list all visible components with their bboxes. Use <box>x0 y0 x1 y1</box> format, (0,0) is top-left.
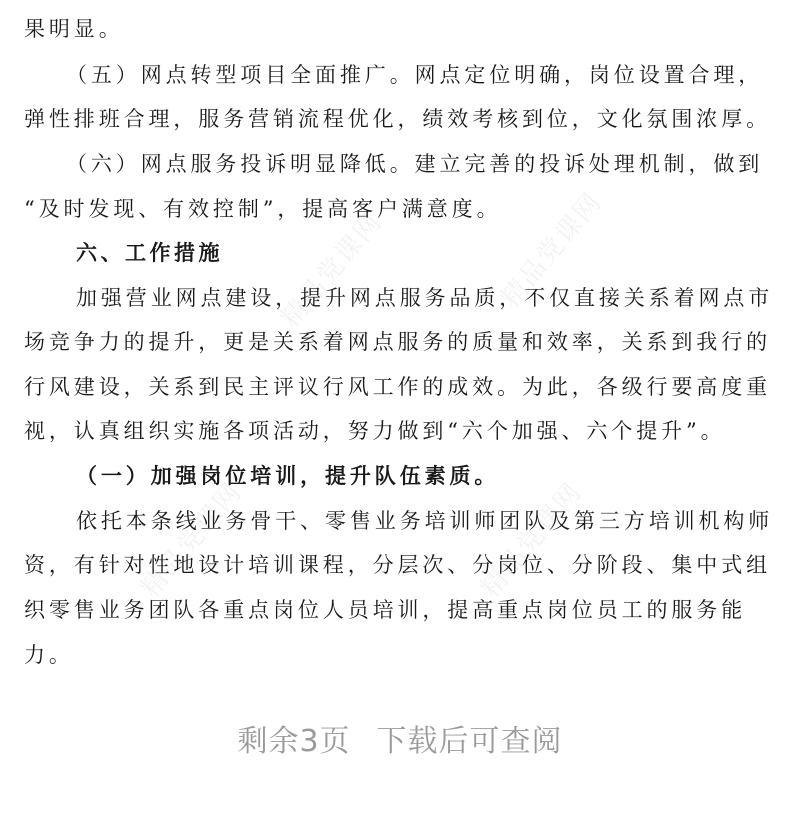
body-line: “及时发现、有效控制”，提高客户满意度。 <box>24 197 502 221</box>
body-line: 弹性排班合理，服务营销流程优化，绩效考核到位，文化氛围浓厚。 <box>24 107 771 131</box>
watermark: 精品党课网 <box>135 476 249 604</box>
body-line: 依托本条线业务骨干、零售业务培训师团队及第三方培训机构师 <box>76 509 774 533</box>
section-heading: 六、工作措施 <box>76 241 223 265</box>
remaining-pages-notice[interactable] <box>0 722 800 762</box>
body-line: 场竞争力的提升，更是关系着网点服务的质量和效率，关系到我行的 <box>24 330 771 354</box>
body-line: 果明显。 <box>24 17 124 41</box>
body-line: 视，认真组织实施各项活动，努力做到“六个加强、六个提升”。 <box>24 419 726 443</box>
sub-heading: （一）加强岗位培训，提升队伍素质。 <box>76 463 500 488</box>
watermark: 精品党课网 <box>495 186 609 314</box>
body-line: 加强营业网点建设，提升网点服务品质，不仅直接关系着网点市 <box>76 286 774 310</box>
body-line: （六）网点服务投诉明显降低。建立完善的投诉处理机制，做到 <box>66 152 764 176</box>
watermark: 精品党课网 <box>275 206 389 334</box>
body-line: 织零售业务团队各重点岗位人员培训，提高重点岗位员工的服务能 <box>24 598 747 622</box>
body-line: 资，有针对性地设计培训课程，分层次、分岗位、分阶段、集中式组 <box>24 553 771 577</box>
download-hint-text: 下载后可查阅 <box>376 724 563 759</box>
body-line: 行风建设，关系到民主评议行风工作的成效。为此，各级行要高度重 <box>24 375 771 399</box>
body-line: （五）网点转型项目全面推广。网点定位明确，岗位设置合理， <box>66 63 764 87</box>
remaining-pages-text: 剩余3页 <box>237 724 351 759</box>
body-line: 力。 <box>24 643 74 667</box>
watermark: 精品党课网 <box>475 476 589 604</box>
